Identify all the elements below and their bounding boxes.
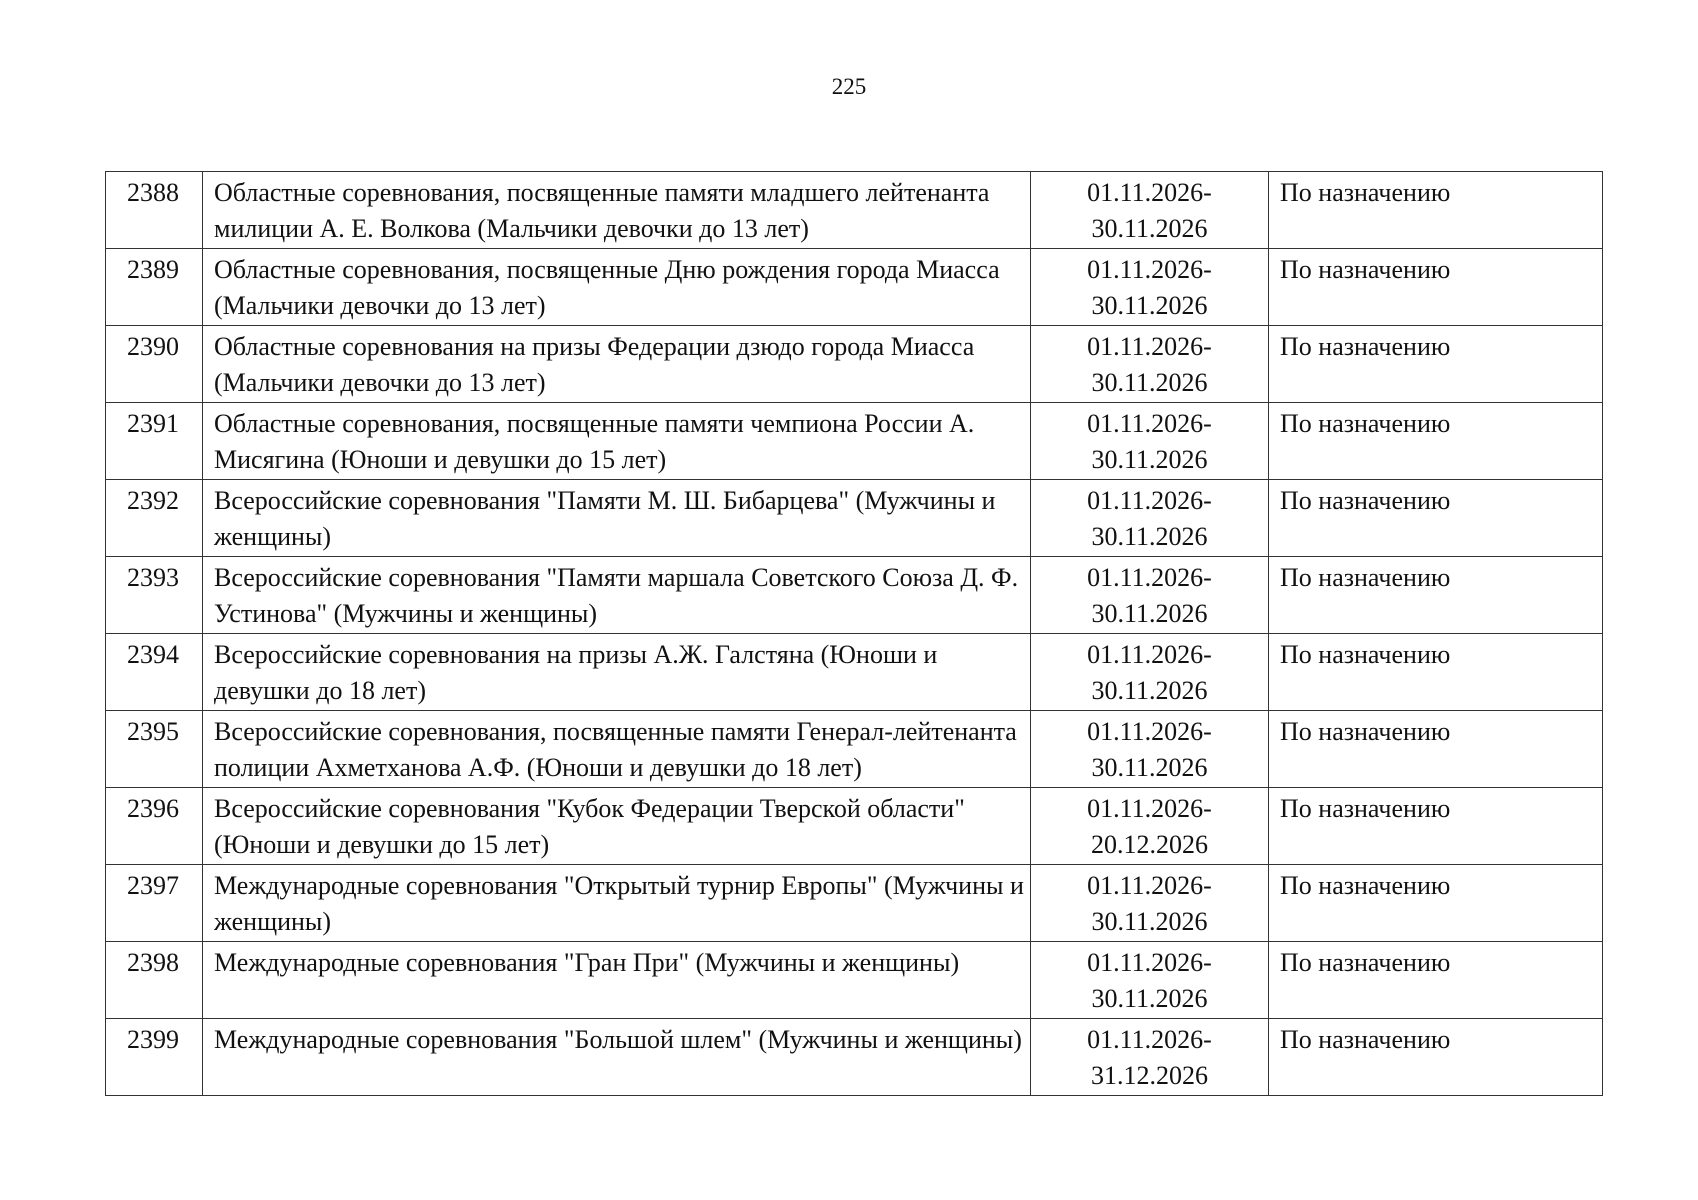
event-responsible: По назначению (1269, 480, 1603, 557)
event-dates (1031, 1019, 1269, 1096)
event-date-start: 01.11.2026- (1087, 178, 1212, 207)
event-responsible: По назначению (1269, 403, 1603, 480)
table-row (106, 788, 1603, 865)
event-name: Международные соревнования "Большой шлем" (Мужчины и женщины) (203, 1019, 1031, 1096)
event-dates (1031, 634, 1269, 711)
event-number: 2397 (106, 865, 203, 942)
event-number: 2389 (106, 249, 203, 326)
event-date-end: 30.11.2026 (1091, 291, 1208, 320)
event-number: 2392 (106, 480, 203, 557)
event-responsible: По назначению (1269, 557, 1603, 634)
event-responsible: По назначению (1269, 172, 1603, 249)
event-dates (1031, 788, 1269, 865)
table-row (106, 326, 1603, 403)
event-date-end: 30.11.2026 (1091, 907, 1208, 936)
event-number: 2399 (106, 1019, 203, 1096)
event-dates (1031, 942, 1269, 1019)
event-dates (1031, 172, 1269, 249)
page-number: 225 (831, 74, 867, 99)
event-date-start: 01.11.2026- (1087, 717, 1212, 746)
table-row (106, 480, 1603, 557)
event-date-end: 30.11.2026 (1091, 445, 1208, 474)
events-table-body (106, 172, 1603, 1096)
event-responsible: По назначению (1269, 634, 1603, 711)
event-date-start: 01.11.2026- (1087, 948, 1212, 977)
table-row (106, 634, 1603, 711)
event-number: 2393 (106, 557, 203, 634)
event-date-start: 01.11.2026- (1087, 1025, 1212, 1054)
event-dates (1031, 326, 1269, 403)
event-name: Всероссийские соревнования "Памяти маршала Советского Союза Д. Ф. Устинова" (Мужчины и женщины) (203, 557, 1031, 634)
event-number: 2396 (106, 788, 203, 865)
event-dates (1031, 557, 1269, 634)
event-responsible: По назначению (1269, 249, 1603, 326)
event-date-start: 01.11.2026- (1087, 409, 1212, 438)
event-number: 2391 (106, 403, 203, 480)
event-date-start: 01.11.2026- (1087, 486, 1212, 515)
event-name: Областные соревнования, посвященные памяти младшего лейтенанта милиции А. Е. Волкова (Мальчики девочки до 13 лет) (203, 172, 1031, 249)
event-dates (1031, 480, 1269, 557)
event-date-start: 01.11.2026- (1087, 640, 1212, 669)
event-responsible: По назначению (1269, 1019, 1603, 1096)
table-row (106, 1019, 1603, 1096)
event-date-start: 01.11.2026- (1087, 794, 1212, 823)
event-date-end: 30.11.2026 (1091, 522, 1208, 551)
event-date-start: 01.11.2026- (1087, 871, 1212, 900)
event-number: 2394 (106, 634, 203, 711)
table-row (106, 942, 1603, 1019)
event-number: 2395 (106, 711, 203, 788)
event-name: Областные соревнования, посвященные памяти чемпиона России А. Мисягина (Юноши и девушки до 15 лет) (203, 403, 1031, 480)
event-name: Областные соревнования на призы Федерации дзюдо города Миасса (Мальчики девочки до 13 лет) (203, 326, 1031, 403)
event-responsible: По назначению (1269, 865, 1603, 942)
events-table (105, 171, 1603, 1096)
table-row (106, 711, 1603, 788)
event-number: 2398 (106, 942, 203, 1019)
event-date-start: 01.11.2026- (1087, 255, 1212, 284)
event-date-end: 30.11.2026 (1091, 368, 1208, 397)
event-dates (1031, 403, 1269, 480)
event-date-end: 20.12.2026 (1091, 830, 1208, 859)
event-date-end: 30.11.2026 (1091, 214, 1208, 243)
event-name: Всероссийские соревнования на призы А.Ж. Галстяна (Юноши и девушки до 18 лет) (203, 634, 1031, 711)
event-name: Областные соревнования, посвященные Дню рождения города Миасса (Мальчики девочки до 13 лет) (203, 249, 1031, 326)
event-name: Международные соревнования "Гран При" (Мужчины и женщины) (203, 942, 1031, 1019)
event-responsible: По назначению (1269, 788, 1603, 865)
event-name: Всероссийские соревнования, посвященные памяти Генерал-лейтенанта полиции Ахметханова А.Ф. (Юноши и девушки до 18 лет) (203, 711, 1031, 788)
event-dates (1031, 865, 1269, 942)
event-name: Всероссийские соревнования "Кубок Федерации Тверской области" (Юноши и девушки до 15 лет) (203, 788, 1031, 865)
table-row (106, 249, 1603, 326)
event-date-end: 30.11.2026 (1091, 984, 1208, 1013)
event-date-end: 30.11.2026 (1091, 599, 1208, 628)
table-row (106, 865, 1603, 942)
table-row (106, 403, 1603, 480)
table-row (106, 172, 1603, 249)
event-name: Международные соревнования "Открытый турнир Европы" (Мужчины и женщины) (203, 865, 1031, 942)
event-responsible: По назначению (1269, 711, 1603, 788)
event-date-end: 30.11.2026 (1091, 676, 1208, 705)
event-date-start: 01.11.2026- (1087, 332, 1212, 361)
event-name: Всероссийские соревнования "Памяти М. Ш. Бибарцева" (Мужчины и женщины) (203, 480, 1031, 557)
event-dates (1031, 711, 1269, 788)
event-number: 2388 (106, 172, 203, 249)
event-dates (1031, 249, 1269, 326)
table-row (106, 557, 1603, 634)
event-responsible: По назначению (1269, 326, 1603, 403)
event-date-end: 30.11.2026 (1091, 753, 1208, 782)
event-date-start: 01.11.2026- (1087, 563, 1212, 592)
event-responsible: По назначению (1269, 942, 1603, 1019)
event-date-end: 31.12.2026 (1091, 1061, 1208, 1090)
event-number: 2390 (106, 326, 203, 403)
